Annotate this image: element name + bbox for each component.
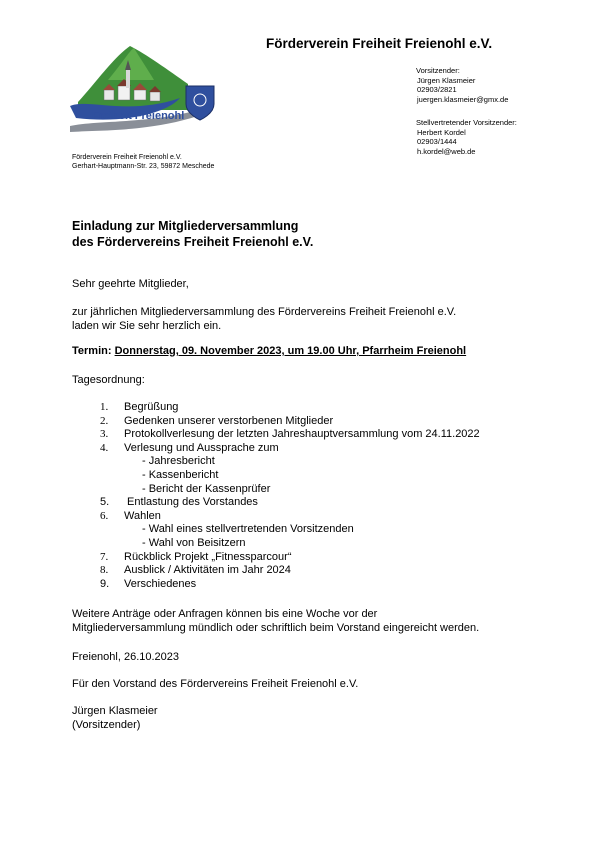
intro-line-1: zur jährlichen Mitgliederversammlung des Fördervereins Freiheit Freienohl e.V. <box>72 306 457 318</box>
sender-line-2: Gerhart-Hauptmann-Str. 23, 59872 Meschede <box>72 162 215 170</box>
closing-line-1: Weitere Anträge oder Anfragen können bis eine Woche vor der <box>72 608 378 620</box>
agenda-subitem: - Bericht der Kassenprüfer <box>142 482 271 495</box>
heading-line-1: Einladung zur Mitgliederversammlung <box>72 219 299 233</box>
closing-line-2: Mitgliederversammlung mündlich oder schriftlich beim Vorstand eingereicht werden. <box>72 622 480 634</box>
logo-text: Freiheit Freienohl <box>92 110 185 122</box>
club-logo <box>68 40 218 135</box>
termin-value: Donnerstag, 09. November 2023, um 19.00 Uhr, Pfarrheim Freienohl <box>114 345 467 357</box>
signature-role: (Vorsitzender) <box>72 719 141 731</box>
signature-block <box>72 704 158 732</box>
deputy-contact <box>416 118 517 156</box>
agenda-subitem: - Kassenbericht <box>142 468 219 481</box>
chair-role: Vorsitzender: <box>416 66 460 75</box>
closing-text <box>72 607 479 635</box>
salutation: Sehr geehrte Mitglieder, <box>72 278 189 290</box>
document-heading <box>72 219 313 250</box>
deputy-email: h.kordel@web.de <box>417 146 476 156</box>
chair-email: juergen.klasmeier@gmx.de <box>417 94 509 104</box>
sender-address <box>72 154 214 171</box>
agenda-item: 7. Rückblick Projekt „Fitnessparcour“ <box>100 550 292 563</box>
agenda-item: 3. Protokollverlesung der letzten Jahreshauptversammlung vom 24.11.2022 <box>100 428 480 441</box>
agenda-item: 4. Verlesung und Aussprache zum <box>100 441 279 454</box>
intro-line-2: laden wir Sie sehr herzlich ein. <box>72 320 222 332</box>
chair-name: Jürgen Klasmeier <box>417 75 476 85</box>
agenda-item: 5. Entlastung des Vorstandes <box>100 496 258 509</box>
agenda-item: 1. Begrüßung <box>100 401 179 413</box>
agenda-list <box>100 401 480 591</box>
agenda-title: Tagesordnung: <box>72 374 145 386</box>
board-line: Für den Vorstand des Fördervereins Freiheit Freienohl e.V. <box>72 678 359 690</box>
deputy-name: Herbert Kordel <box>417 127 466 137</box>
agenda-item: 6. Wahlen <box>100 509 161 522</box>
agenda-subitem: - Wahl eines stellvertretenden Vorsitzenden <box>142 523 354 536</box>
signature-name: Jürgen Klasmeier <box>72 705 158 717</box>
agenda-item: 9. Verschiedenes <box>100 577 197 590</box>
org-title: Förderverein Freiheit Freienohl e.V. <box>266 36 493 51</box>
chair-phone: 02903/2821 <box>417 85 457 95</box>
agenda-subitem: - Jahresbericht <box>142 455 215 468</box>
deputy-phone: 02903/1444 <box>417 137 457 147</box>
sender-line-1: Förderverein Freiheit Freienohl e.V. <box>72 154 182 161</box>
deputy-role: Stellvertretender Vorsitzender: <box>416 118 517 127</box>
meeting-date <box>72 345 466 357</box>
intro-text <box>72 305 456 333</box>
agenda-subitem: - Wahl von Beisitzern <box>142 536 246 549</box>
chair-contact <box>416 66 508 104</box>
heading-line-2: des Fördervereins Freiheit Freienohl e.V. <box>72 234 314 249</box>
agenda-item: 2. Gedenken unserer verstorbenen Mitglieder <box>100 414 334 427</box>
termin-label: Termin: <box>72 345 112 357</box>
agenda-item: 8. Ausblick / Aktivitäten im Jahr 2024 <box>100 564 291 577</box>
place-date: Freienohl, 26.10.2023 <box>72 651 180 663</box>
